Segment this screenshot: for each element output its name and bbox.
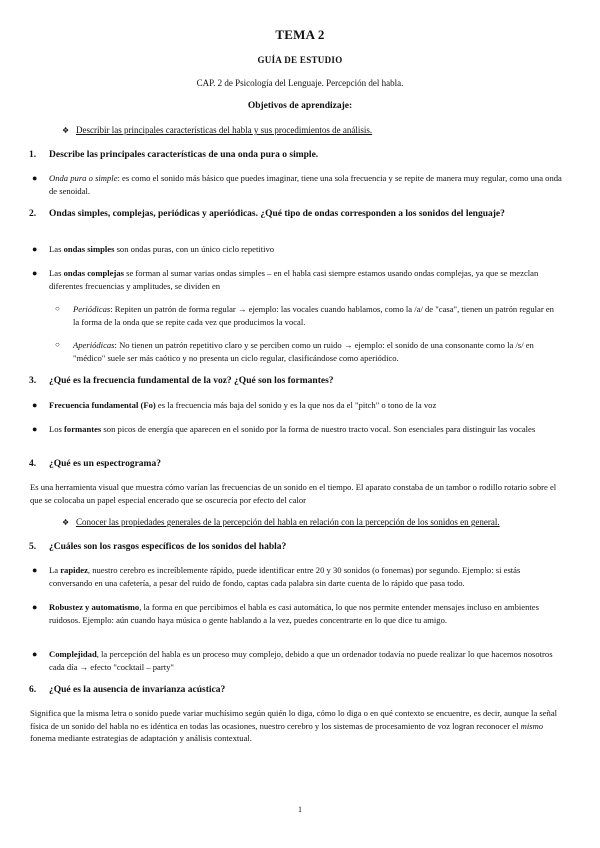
question-text: ¿Cuáles son los rasgos específicos de los sonidos del habla? [49, 542, 287, 552]
list-item-text [49, 267, 562, 292]
term: ondas simples [63, 244, 115, 254]
question-text: ¿Qué es la frecuencia fundamental de la voz? ¿Qué son los formantes? [49, 376, 334, 386]
question-text: Ondas simples, complejas, periódicas y aperiódicas. ¿Qué tipo de ondas corresponden a los sonidos del lenguaje? [49, 209, 505, 219]
term: Complejidad [49, 649, 97, 659]
list-item-text [49, 423, 562, 436]
paragraph [30, 707, 568, 745]
list-item-text [49, 648, 562, 673]
question-text: ¿Qué es un espectrograma? [49, 459, 161, 469]
term: formantes [64, 424, 102, 434]
prefix: La [49, 565, 61, 575]
list-item-text [73, 303, 560, 328]
question-text: Describe las principales características de una onda pura o simple. [49, 150, 319, 160]
description: se forman al sumar varias ondas simples – en el habla casi siempre estamos usando ondas complejas, ya que se mezclan diferentes frecuencias y amplitudes, se dividen en [49, 268, 539, 291]
description: : Repiten un patrón de forma regular → ejemplo: las vocales cuando hablamos, como la /a/ de "casa", tienen un patrón regular en la forma de la onda que se repite cada vez que producimos la vocal. [73, 304, 554, 327]
description: son picos de energía que aparecen en el sonido por la forma de nuestro tracto vocal. Son esenciales para distinguir las vocales [101, 424, 536, 434]
list-item [32, 423, 562, 436]
list-item-text [73, 339, 560, 364]
term: ondas complejas [63, 268, 124, 278]
bullet-icon: ● [32, 649, 38, 659]
bullet-icon: ● [32, 565, 38, 575]
circle-bullet-icon: ○ [55, 304, 60, 313]
bullet-icon: ● [32, 244, 38, 254]
bullet-icon: ● [32, 602, 38, 612]
list-item [32, 564, 562, 589]
emphasis: mismo [520, 720, 544, 731]
objective-item [62, 517, 500, 527]
question-heading [29, 375, 569, 388]
list-item-text [49, 399, 562, 412]
prefix: Las [49, 268, 64, 278]
diamond-bullet-icon: ❖ [62, 518, 70, 527]
description: son ondas puras, con un único ciclo repetitivo [114, 244, 275, 254]
question-number: 6. [29, 685, 37, 695]
sub-list-item [55, 303, 560, 328]
question-text: ¿Qué es la ausencia de invarianza acústica? [49, 685, 226, 695]
diamond-bullet-icon: ❖ [62, 126, 70, 135]
list-item-text [49, 172, 562, 197]
question-number: 4. [29, 459, 37, 469]
list-item [32, 399, 562, 412]
list-item [32, 172, 562, 197]
description: es la frecuencia más baja del sonido y es la que nos da el "pitch" o tono de la voz [155, 400, 437, 410]
term: Frecuencia fundamental (Fo) [49, 400, 156, 410]
question-number: 2. [29, 209, 37, 219]
question-heading [29, 149, 569, 162]
paragraph: Es una herramienta visual que muestra cómo varían las frecuencias de un sonido en el tiempo. El aparato constaba de un tambor o rodillo rotario sobre el que se colocaba un papel especial encerado que se oscurecía por efecto del calor [30, 482, 557, 505]
list-item [32, 243, 562, 256]
list-item [32, 648, 562, 673]
page-number: 1 [298, 805, 302, 814]
bullet-icon: ● [32, 173, 38, 183]
list-item-text [49, 564, 562, 589]
paragraph-text: fonema mediante estrategias de adaptación y análisis contextual. [30, 733, 252, 743]
paragraph-text: Significa que la misma letra o sonido puede variar muchísimo según quién lo diga, cómo lo diga o en qué contexto se encuentre, es decir, aunque la señal física de un sonido del habla no es idéntica en todas las ocasiones, nuestro cerebro y los sistemas de procesamiento de voz logran reconocer el [30, 708, 558, 731]
description: : es como el sonido más básico que puedes imaginar, tiene una sola frecuencia y se repite de manera muy regular, como una onda de senoidal. [49, 173, 562, 196]
term: Aperiódicas [73, 340, 115, 350]
description: , la percepción del habla es un proceso muy complejo, debido a que un ordenador todavía no puede realizar lo que hacemos nosotros cada día → efecto "cocktail – party" [49, 649, 553, 672]
objective-text: Describir las principales características del habla y sus procedimientos de análisis. [76, 125, 373, 135]
question-heading [29, 458, 569, 471]
question-number: 3. [29, 376, 37, 386]
description: : No tienen un patrón repetitivo claro y se perciben como un ruido → ejemplo: el sonido de una consonante como la /s/ en "médico" suele ser más caótico y no presenta un ciclo regular, clasificándose como aperiódico. [73, 340, 534, 363]
objective-item [62, 125, 372, 135]
term: Robustez y automatismo [49, 602, 140, 612]
prefix: Los [49, 424, 65, 434]
question-number: 1. [29, 150, 37, 160]
page-subtitle: GUÍA DE ESTUDIO [257, 55, 343, 65]
term: Periódicas [73, 304, 111, 314]
list-item-text [49, 601, 562, 626]
objectives-heading: Objetivos de aprendizaje: [247, 101, 353, 111]
term: Onda pura o simple [49, 173, 118, 183]
circle-bullet-icon: ○ [55, 340, 60, 349]
question-heading [29, 541, 569, 554]
chapter-reference: CAP. 2 de Psicología del Lenguaje. Percepción del habla. [196, 78, 404, 88]
page-title: TEMA 2 [275, 27, 325, 42]
term: rapidez [60, 565, 88, 575]
description: , nuestro cerebro es increíblemente rápido, puede identificar entre 20 y 30 sonidos (o fonemas) por segundo. Ejemplo: si estás conversando en una cafetería, a pesar del ruido de fondo, captas cada palabra sin darte cuenta de lo rápido que pasa todo. [49, 565, 521, 588]
description: , la forma en que percibimos el habla es casi automática, lo que nos permite entender mensajes incluso en ambientes ruidosos. Ejemplo: aún cuando haya música o gente hablando a la vez, puedes concentrarte en lo que dice tu amigo. [49, 602, 539, 625]
bullet-icon: ● [32, 268, 38, 278]
bullet-icon: ● [32, 400, 38, 410]
bullet-icon: ● [32, 424, 38, 434]
list-item [32, 601, 562, 626]
question-heading [29, 684, 569, 697]
sub-list-item [55, 339, 560, 364]
question-number: 5. [29, 542, 37, 552]
list-item-text [49, 243, 562, 256]
list-item [32, 267, 562, 292]
objective-text: Conocer las propiedades generales de la percepción del habla en relación con la percepción de los sonidos en general. [76, 517, 500, 527]
question-heading [29, 208, 569, 221]
prefix: Las [49, 244, 64, 254]
